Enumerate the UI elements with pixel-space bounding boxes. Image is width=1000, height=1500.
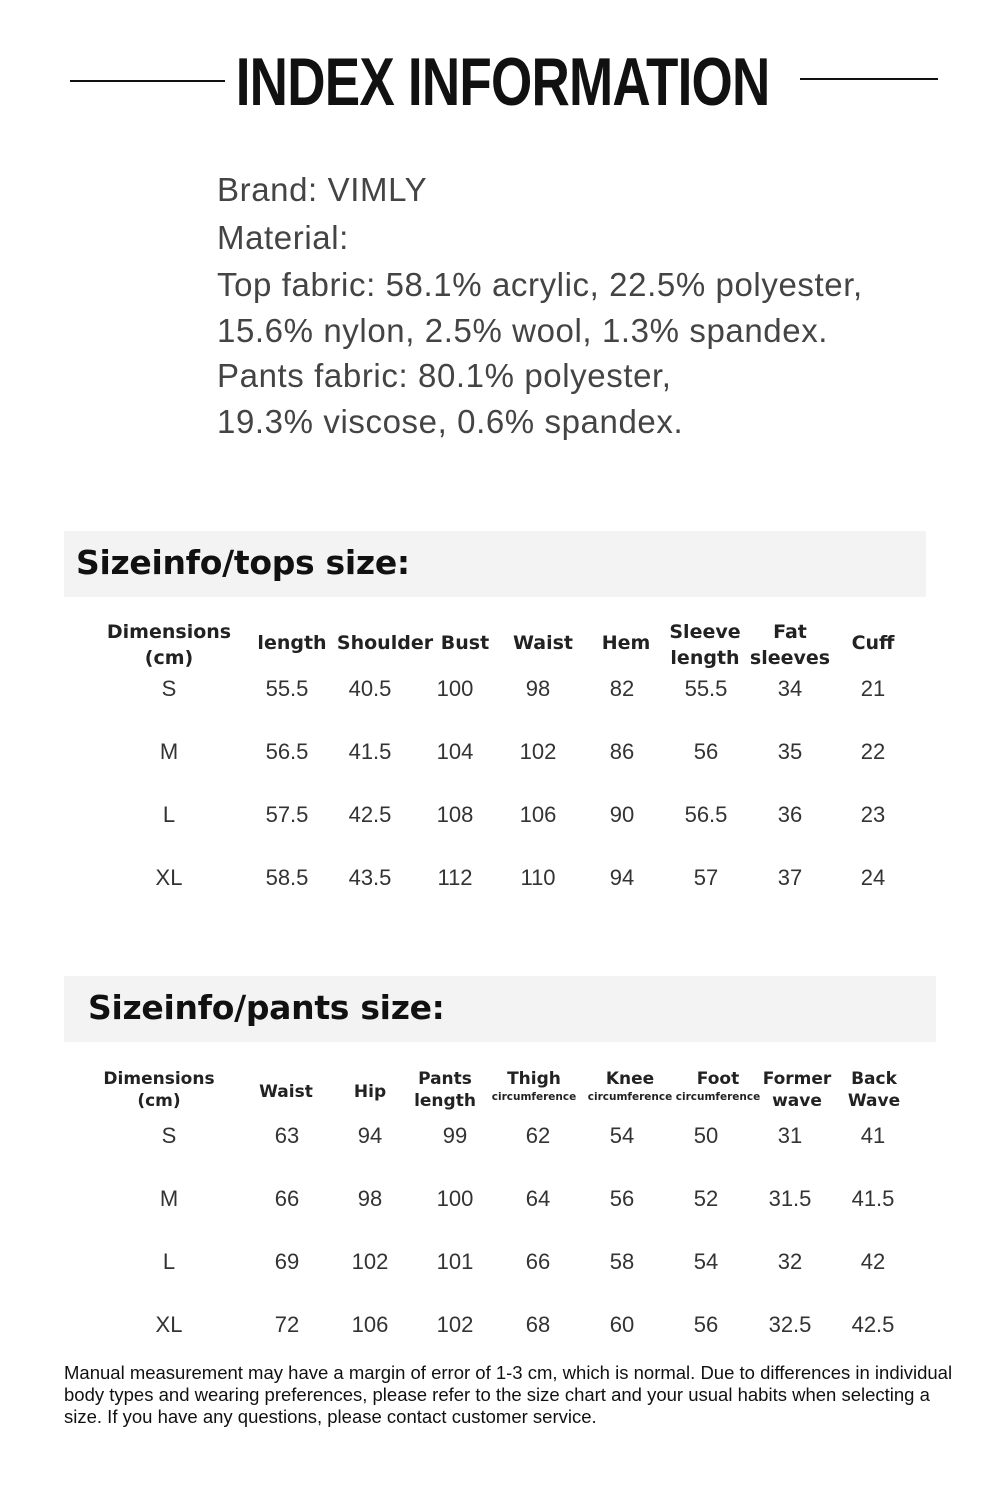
tops-col-header (337, 630, 433, 656)
pants-table-cell: 98 (357, 1186, 383, 1211)
pants-col-header-label: Former (762, 1069, 832, 1089)
pants-col-header (354, 1081, 386, 1103)
tops-col-header-label: Hem (601, 632, 651, 654)
tops-col-header-label: Dimensions (106, 621, 232, 643)
tops-size-heading-text: Sizeinfo/tops size: (76, 543, 410, 582)
tops-size-label: XL (155, 865, 183, 890)
tops-table-cell: 21 (860, 676, 886, 701)
tops-table-cell: 110 (520, 865, 556, 890)
tops-col-header (257, 630, 326, 656)
pants-table-cell: 62 (525, 1123, 551, 1148)
tops-table-cell: 22 (860, 739, 886, 764)
pants-table-cell: 66 (274, 1186, 300, 1211)
pants-table-cell: 102 (436, 1312, 474, 1337)
material-line: Top fabric: 58.1% acrylic, 22.5% polyester, (217, 266, 863, 303)
pants-col-header-label: Hip (353, 1082, 387, 1102)
tops-col-header (852, 630, 895, 656)
material-label: Material: (217, 219, 349, 256)
tops-table-cell: 108 (436, 802, 474, 827)
tops-table-cell: 37 (777, 865, 803, 890)
tops-table-cell: 36 (777, 802, 803, 827)
tops-table-cell: 94 (609, 865, 635, 890)
tops-table-cell: 58.5 (265, 865, 309, 890)
pants-table-cell: 68 (525, 1312, 551, 1337)
tops-col-header (750, 619, 830, 671)
tops-table-cell: 102 (519, 739, 557, 764)
tops-table-cell: 82 (609, 676, 635, 701)
pants-table-cell: 63 (274, 1123, 300, 1148)
tops-col-header (441, 630, 489, 656)
pants-table-cell: 41 (860, 1123, 886, 1148)
pants-col-header-sublabel: circumference (675, 1091, 761, 1103)
pants-table-cell: 54 (609, 1123, 635, 1148)
pants-table-cell: 60 (609, 1312, 635, 1337)
material-line: 15.6% nylon, 2.5% wool, 1.3% spandex. (217, 311, 829, 349)
pants-size-label: L (162, 1249, 176, 1274)
pants-table-cell: 32 (777, 1249, 803, 1274)
tops-table-cell: 98 (525, 676, 551, 701)
tops-table-cell: 55.5 (684, 676, 728, 701)
pants-col-header (676, 1068, 760, 1104)
pants-col-header (259, 1081, 313, 1103)
pants-size-label: XL (155, 1312, 183, 1337)
pants-table-cell: 56 (609, 1186, 635, 1211)
pants-table-cell: 72 (274, 1312, 300, 1337)
pants-table-cell: 42 (860, 1249, 886, 1274)
tops-table-cell: 43.5 (348, 865, 392, 890)
pants-col-header-label: Thigh (507, 1069, 561, 1089)
tops-table-cell: 104 (436, 739, 474, 764)
pants-col-header (763, 1068, 832, 1112)
tops-col-header (602, 630, 651, 656)
tops-table-cell: 24 (860, 865, 886, 890)
tops-col-header (513, 630, 573, 656)
tops-col-header-label: Bust (440, 632, 490, 654)
measurement-note: Manual measurement may have a margin of error of 1-3 cm, which is normal. Due to differences in individual body types and wearing preferences, please refer to the size chart and your usual habits when selecting a size. If you have any questions, please contact customer service. (64, 1362, 953, 1427)
tops-table-cell: 86 (609, 739, 635, 764)
tops-col-header-label: Waist (512, 632, 574, 654)
tops-col-header-label: length (257, 632, 327, 654)
pants-table-cell: 52 (693, 1186, 719, 1211)
tops-table-cell: 56.5 (684, 802, 728, 827)
pants-col-header (848, 1068, 900, 1112)
pants-table-cell: 69 (274, 1249, 300, 1274)
tops-table-cell: 34 (777, 676, 803, 701)
tops-col-header-label: Cuff (851, 632, 895, 654)
tops-table-cell: 23 (860, 802, 886, 827)
pants-table-cell: 41.5 (851, 1186, 895, 1211)
pants-col-header-label: Foot (696, 1069, 740, 1089)
tops-size-label: M (159, 739, 179, 764)
tops-table-cell: 112 (437, 865, 473, 890)
pants-table-cell: 99 (442, 1123, 468, 1148)
tops-table-cell: 90 (609, 802, 635, 827)
pants-table-cell: 58 (609, 1249, 635, 1274)
pants-size-heading-text: Sizeinfo/pants size: (88, 988, 445, 1027)
pants-table-cell: 42.5 (851, 1312, 895, 1337)
tops-col-header-label: (cm) (144, 647, 194, 669)
pants-col-header-label: Back (851, 1069, 897, 1089)
tops-table-cell: 35 (777, 739, 803, 764)
material-line: Pants fabric: 80.1% polyester, (217, 357, 672, 394)
tops-size-label: S (161, 676, 177, 701)
pants-table-cell: 100 (436, 1186, 474, 1211)
pants-col-header-label: Waist (259, 1082, 313, 1102)
pants-table-cell: 31 (777, 1123, 803, 1148)
tops-col-header-label: Shoulder (336, 632, 434, 654)
material-line: 19.3% viscose, 0.6% spandex. (217, 402, 684, 440)
pants-table-cell: 32.5 (768, 1312, 812, 1337)
tops-table-cell: 57.5 (265, 802, 309, 827)
tops-size-label: L (162, 802, 176, 827)
tops-col-header-label: sleeves (749, 647, 831, 669)
pants-col-header-sublabel: circumference (587, 1091, 673, 1103)
tops-size-heading (64, 531, 926, 597)
pants-table-cell: 64 (525, 1186, 551, 1211)
tops-table-cell: 106 (519, 802, 557, 827)
pants-col-header (492, 1068, 576, 1104)
pants-col-header-label: Pants (418, 1069, 472, 1089)
pants-table-cell: 56 (693, 1312, 719, 1337)
tops-col-header-label: Sleeve (669, 621, 741, 643)
pants-table-cell: 31.5 (768, 1186, 812, 1211)
tops-table-cell: 40.5 (348, 676, 392, 701)
tops-col-header-label: length (670, 647, 740, 669)
pants-col-header-sublabel: circumference (491, 1091, 577, 1103)
tops-table-cell: 55.5 (265, 676, 309, 701)
pants-table-cell: 50 (693, 1123, 719, 1148)
pants-col-header-label: Knee (605, 1069, 655, 1089)
tops-table-cell: 42.5 (348, 802, 392, 827)
page-title: INDEX INFORMATION (235, 44, 770, 120)
title-divider-right (800, 78, 938, 80)
pants-col-header (103, 1068, 214, 1112)
pants-table-cell: 101 (436, 1249, 474, 1274)
pants-table-cell: 54 (693, 1249, 719, 1274)
tops-col-header-label: Fat (773, 621, 807, 643)
pants-table-cell: 106 (351, 1312, 389, 1337)
pants-col-header-label: (cm) (137, 1091, 181, 1111)
pants-col-header-label: wave (772, 1091, 822, 1111)
title-row (0, 40, 1000, 130)
tops-col-header (669, 619, 740, 671)
pants-table-cell: 94 (357, 1123, 383, 1148)
pants-table-cell: 66 (525, 1249, 551, 1274)
pants-col-header (414, 1068, 476, 1112)
product-info (217, 166, 863, 444)
tops-table-cell: 56 (693, 739, 719, 764)
pants-col-header-label: Wave (847, 1091, 901, 1111)
pants-col-header (588, 1068, 672, 1104)
pants-col-header-label: length (414, 1091, 476, 1111)
pants-size-label: M (159, 1186, 179, 1211)
pants-size-heading (64, 976, 936, 1042)
pants-size-label: S (161, 1123, 177, 1148)
tops-table-cell: 100 (436, 676, 474, 701)
brand-line: Brand: VIMLY (217, 171, 428, 208)
tops-table-cell: 56.5 (265, 739, 309, 764)
tops-col-header (107, 619, 231, 671)
tops-table-cell: 41.5 (348, 739, 392, 764)
tops-table-cell: 57 (693, 865, 719, 890)
pants-col-header-label: Dimensions (103, 1069, 215, 1089)
pants-table-cell: 102 (351, 1249, 389, 1274)
